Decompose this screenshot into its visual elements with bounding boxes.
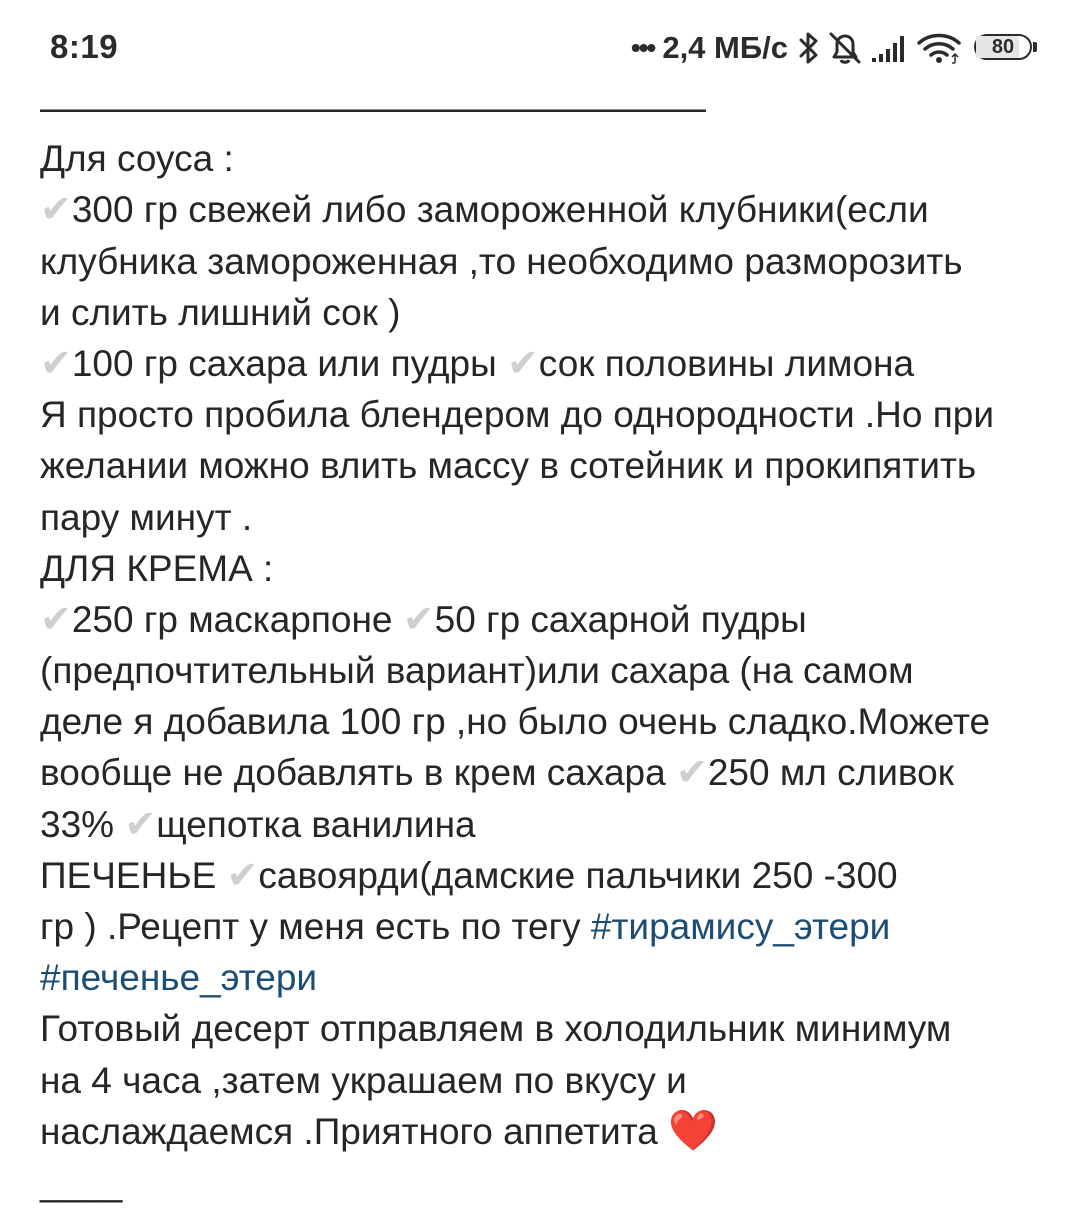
cream-item-2-cont: деле я добавила 100 гр ,но было очень сладко.Можете — [40, 701, 991, 743]
cream-item-2-cont: (предпочтительный вариант)или сахара (на самом — [40, 650, 914, 692]
muted-bell-icon — [826, 30, 864, 66]
cream-item-1-text: 250 гр маскарпоне — [71, 598, 393, 640]
check-mark-icon: ✔ — [226, 852, 259, 897]
bluetooth-icon — [798, 31, 820, 65]
cream-items-1-2 — [40, 594, 1050, 645]
cream-item-4-text: щепотка ванилина — [156, 803, 476, 845]
battery-percent: 80 — [991, 36, 1015, 58]
hashtag-link[interactable]: #тирамису_этери — [590, 906, 891, 947]
final-note: на 4 часа ,затем украшаем по вкусу и — [40, 1059, 687, 1101]
sauce-heading: Для соуса : — [40, 138, 234, 180]
cream-item-2-cont: вообще не добавлять в крем сахара — [40, 752, 666, 794]
check-mark-icon: ✔ — [40, 187, 72, 232]
status-indicators — [631, 26, 1038, 70]
cookie-heading: ПЕЧЕНЬЕ — [40, 854, 217, 896]
check-mark-icon: ✔ — [506, 340, 539, 385]
cookie-item-cont: гр ) .Рецепт у меня есть по тегу — [40, 906, 581, 947]
divider-line: —————————————————— — [40, 87, 706, 128]
cookie-item-text: савоярди(дамские пальчики 250 -300 — [258, 854, 898, 896]
final-note: Готовый десерт отправляем в холодильник минимум — [40, 1008, 952, 1050]
check-mark-icon: ✔ — [402, 596, 435, 641]
sauce-item-3-text: сок половины лимона — [538, 342, 915, 384]
battery-tip — [1033, 42, 1037, 52]
check-mark-icon: ✔ — [675, 750, 708, 795]
sauce-note: желании можно влить массу в сотейник и прокипятить — [40, 445, 977, 487]
cream-item-2-text: 50 гр сахарной пудры — [434, 598, 807, 640]
hashtag-line — [40, 952, 1050, 1003]
check-mark-icon: ✔ — [40, 340, 72, 385]
hashtag-link[interactable]: #печенье_этери — [40, 957, 318, 999]
cream-item-3-text: 250 мл сливок — [707, 752, 954, 794]
final-note-last — [40, 1106, 1050, 1157]
cookie-recipe-line — [40, 901, 1050, 952]
final-note-text: наслаждаемся .Приятного аппетита — [40, 1110, 658, 1152]
sauce-item-1-cont: клубника замороженная ,то необходимо разморозить — [40, 240, 963, 282]
heart-emoji-icon: ❤️ — [668, 1107, 718, 1154]
cream-item-3-cont: 33% — [40, 803, 115, 845]
sauce-note: пару минут . — [40, 496, 253, 538]
sauce-item-2-text: 100 гр сахара или пудры — [71, 342, 497, 384]
sauce-note: Я просто пробила блендером до однородности .Но при — [40, 394, 995, 436]
sauce-item-1-cont: и слить лишний сок ) — [40, 291, 401, 333]
battery-indicator — [974, 34, 1038, 62]
sauce-item-1-text: 300 гр свежей либо замороженной клубники(если — [71, 189, 929, 231]
sauce-item-1 — [40, 184, 1050, 235]
check-mark-icon: ✔ — [40, 596, 72, 641]
network-speed: 2,4 МБ/с — [662, 30, 788, 65]
partial-next-line: ____ — [40, 1161, 123, 1203]
cream-item-3-4 — [40, 799, 1050, 850]
cookie-line — [40, 850, 1050, 901]
signal-icon — [870, 32, 910, 64]
status-time: 8:19 — [50, 28, 119, 65]
post-caption — [40, 82, 1050, 1203]
wifi-icon — [916, 31, 962, 65]
more-notifications-dots: ••• — [630, 32, 655, 63]
sauce-items-2-3 — [40, 338, 1050, 389]
check-mark-icon: ✔ — [124, 801, 157, 846]
cream-heading: ДЛЯ КРЕМА : — [40, 547, 274, 589]
cream-item-2-3 — [40, 747, 1050, 798]
